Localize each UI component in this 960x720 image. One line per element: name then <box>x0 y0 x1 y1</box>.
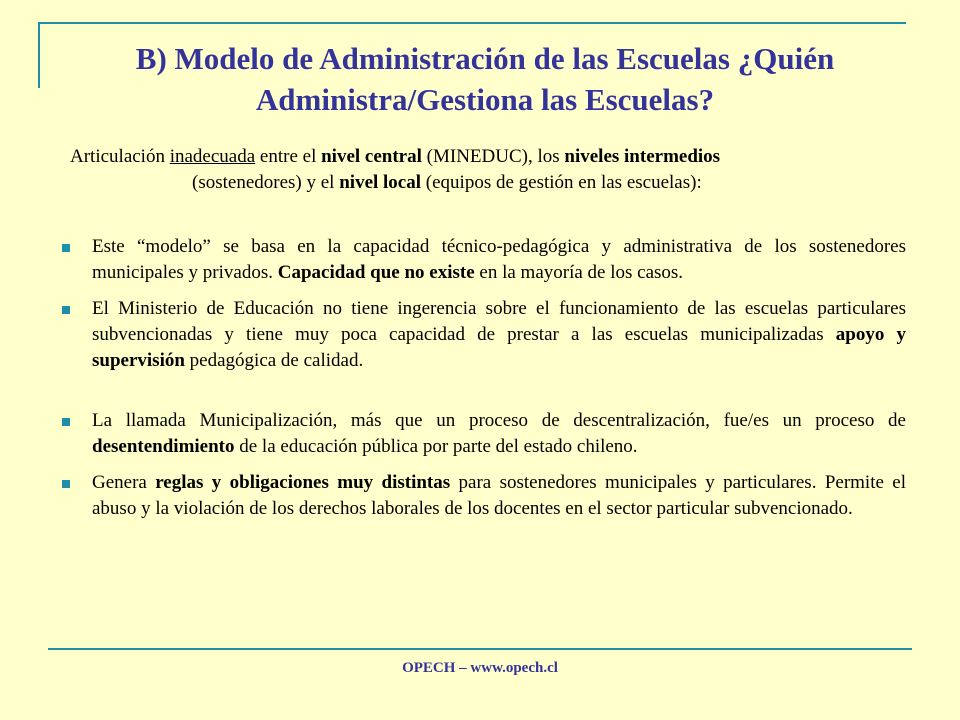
bullet-text: para sostenedores municipales y particulares. Permite el abuso y la violación de los derechos laborales de los docentes en el sector particular subvencionado. <box>92 472 906 519</box>
intro-bold-nivel-central: nivel central <box>321 146 422 167</box>
bullet-text: La llamada Municipalización, más que un proceso de descentralización, fue/es un proceso de <box>92 410 906 431</box>
title-line-2: Administra/Gestiona las Escuelas? <box>255 82 715 117</box>
square-bullet-icon <box>62 244 70 252</box>
bullet-item <box>60 234 906 286</box>
square-bullet-icon <box>62 480 70 488</box>
bottom-rule <box>48 648 912 650</box>
intro-paragraph <box>70 144 890 196</box>
square-bullet-icon <box>62 418 70 426</box>
intro-text: entre el <box>255 146 322 167</box>
intro-text: (sostenedores) y el <box>192 172 340 193</box>
intro-text: (MINEDUC), los <box>421 146 565 167</box>
left-rule <box>38 22 40 88</box>
bullet-bold: apoyo y supervisión <box>92 324 906 371</box>
footer-text: OPECH – www.opech.cl <box>402 660 558 676</box>
bullet-text: El Ministerio de Educación no tiene ingerencia sobre el funcionamiento de las escuelas particulares subvencionadas y tiene muy poca capacidad de prestar a las escuelas municipalizadas <box>92 298 906 345</box>
bullet-item <box>60 470 906 522</box>
intro-text: (equipos de gestión en las escuelas): <box>421 172 702 193</box>
bullet-item <box>60 296 906 374</box>
bullet-bold: Capacidad que no existe <box>277 262 475 283</box>
bullet-text: Este “modelo” se basa en la capacidad técnico-pedagógica y administrativa de los sostenedores municipales y privados. <box>92 236 906 283</box>
title-line-1: B) Modelo de Administración de las Escuelas ¿Quién <box>135 41 835 76</box>
intro-line-2 <box>70 170 890 196</box>
square-bullet-icon <box>62 306 70 314</box>
bullet-item <box>60 408 906 460</box>
bullet-bold: reglas y obligaciones muy distintas <box>155 472 451 493</box>
bullet-text: de la educación pública por parte del estado chileno. <box>234 436 638 457</box>
intro-text: Articulación <box>70 146 170 167</box>
slide-title <box>60 38 910 120</box>
bullet-bold: desentendimiento <box>92 436 235 457</box>
intro-underline-inadecuada: inadecuada <box>169 146 256 167</box>
bullet-list <box>60 234 906 522</box>
bullet-text: Genera <box>92 472 156 493</box>
intro-bold-nivel-local: nivel local <box>339 172 422 193</box>
intro-bold-niveles-intermedios: niveles intermedios <box>564 146 721 167</box>
top-rule <box>38 22 906 24</box>
bullet-text: en la mayoría de los casos. <box>474 262 684 283</box>
bullet-text: pedagógica de calidad. <box>184 350 364 371</box>
